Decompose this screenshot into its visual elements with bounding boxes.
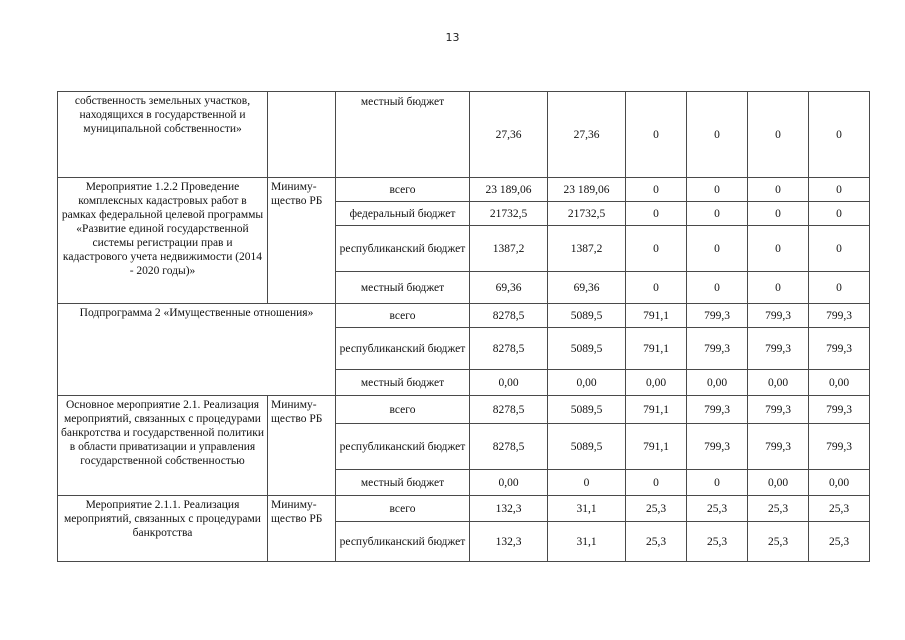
funding-source: республиканский бюджет bbox=[336, 226, 470, 272]
value-cell: 799,3 bbox=[748, 396, 809, 424]
value-cell: 0,00 bbox=[748, 470, 809, 496]
value-cell: 0 bbox=[687, 92, 748, 178]
value-cell: 132,3 bbox=[470, 522, 548, 562]
value-cell: 0 bbox=[809, 92, 870, 178]
value-cell: 0 bbox=[748, 202, 809, 226]
funding-source: всего bbox=[336, 496, 470, 522]
funding-source: республиканский бюджет bbox=[336, 328, 470, 370]
funding-source: всего bbox=[336, 304, 470, 328]
value-cell: 0,00 bbox=[809, 470, 870, 496]
value-cell: 799,3 bbox=[687, 396, 748, 424]
value-cell: 27,36 bbox=[548, 92, 626, 178]
value-cell: 69,36 bbox=[548, 272, 626, 304]
value-cell: 799,3 bbox=[748, 328, 809, 370]
value-cell: 0 bbox=[809, 272, 870, 304]
value-cell: 791,1 bbox=[626, 396, 687, 424]
value-cell: 0 bbox=[687, 178, 748, 202]
value-cell: 799,3 bbox=[748, 424, 809, 470]
row-description: Основное мероприятие 2.1. Реализация мероприятий, связанных с процедурами банкротства и государственной политики в области приватизации и управления государственной собственностью bbox=[58, 396, 268, 496]
row-executor: Миниму-щество РБ bbox=[268, 496, 336, 562]
value-cell: 0,00 bbox=[687, 370, 748, 396]
funding-source: местный бюджет bbox=[336, 370, 470, 396]
table-row bbox=[58, 178, 870, 202]
value-cell: 69,36 bbox=[470, 272, 548, 304]
value-cell: 8278,5 bbox=[470, 424, 548, 470]
value-cell: 25,3 bbox=[748, 522, 809, 562]
value-cell: 8278,5 bbox=[470, 328, 548, 370]
value-cell: 799,3 bbox=[809, 396, 870, 424]
row-executor bbox=[268, 92, 336, 178]
value-cell: 0 bbox=[809, 178, 870, 202]
value-cell: 5089,5 bbox=[548, 424, 626, 470]
value-cell: 23 189,06 bbox=[470, 178, 548, 202]
value-cell: 0 bbox=[626, 178, 687, 202]
value-cell: 5089,5 bbox=[548, 328, 626, 370]
funding-source: местный бюджет bbox=[336, 92, 470, 178]
funding-source: федеральный бюджет bbox=[336, 202, 470, 226]
value-cell: 791,1 bbox=[626, 424, 687, 470]
value-cell: 27,36 bbox=[470, 92, 548, 178]
value-cell: 791,1 bbox=[626, 304, 687, 328]
value-cell: 23 189,06 bbox=[548, 178, 626, 202]
value-cell: 799,3 bbox=[687, 304, 748, 328]
value-cell: 8278,5 bbox=[470, 396, 548, 424]
funding-source: всего bbox=[336, 178, 470, 202]
value-cell: 25,3 bbox=[748, 496, 809, 522]
value-cell: 31,1 bbox=[548, 496, 626, 522]
value-cell: 0,00 bbox=[470, 470, 548, 496]
value-cell: 8278,5 bbox=[470, 304, 548, 328]
value-cell: 21732,5 bbox=[470, 202, 548, 226]
row-description: собственность земельных участков, находящихся в государственной и муниципальной собственности» bbox=[58, 92, 268, 178]
value-cell: 5089,5 bbox=[548, 396, 626, 424]
funding-source: местный бюджет bbox=[336, 272, 470, 304]
row-description: Мероприятие 1.2.2 Проведение комплексных кадастровых работ в рамках федеральной целевой программы «Развитие единой государственной системы регистрации прав и кадастрового учета недвижимости (2014 - 2020 годы)» bbox=[58, 178, 268, 304]
value-cell: 25,3 bbox=[687, 496, 748, 522]
value-cell: 0 bbox=[809, 226, 870, 272]
value-cell: 0 bbox=[687, 202, 748, 226]
value-cell: 799,3 bbox=[687, 424, 748, 470]
value-cell: 0,00 bbox=[548, 370, 626, 396]
value-cell: 0 bbox=[626, 202, 687, 226]
value-cell: 1387,2 bbox=[548, 226, 626, 272]
table-row bbox=[58, 496, 870, 522]
value-cell: 0 bbox=[687, 272, 748, 304]
value-cell: 0 bbox=[748, 92, 809, 178]
value-cell: 791,1 bbox=[626, 328, 687, 370]
funding-source: всего bbox=[336, 396, 470, 424]
value-cell: 0 bbox=[626, 470, 687, 496]
value-cell: 799,3 bbox=[809, 304, 870, 328]
value-cell: 1387,2 bbox=[470, 226, 548, 272]
value-cell: 21732,5 bbox=[548, 202, 626, 226]
table-row bbox=[58, 304, 870, 328]
funding-source: республиканский бюджет bbox=[336, 522, 470, 562]
value-cell: 0,00 bbox=[470, 370, 548, 396]
value-cell: 799,3 bbox=[809, 424, 870, 470]
value-cell: 0 bbox=[548, 470, 626, 496]
value-cell: 0 bbox=[809, 202, 870, 226]
value-cell: 0 bbox=[748, 178, 809, 202]
value-cell: 0,00 bbox=[748, 370, 809, 396]
value-cell: 0 bbox=[748, 226, 809, 272]
value-cell: 25,3 bbox=[809, 522, 870, 562]
value-cell: 31,1 bbox=[548, 522, 626, 562]
funding-source: республиканский бюджет bbox=[336, 424, 470, 470]
value-cell: 799,3 bbox=[748, 304, 809, 328]
value-cell: 0,00 bbox=[809, 370, 870, 396]
row-executor: Миниму-щество РБ bbox=[268, 396, 336, 496]
value-cell: 799,3 bbox=[687, 328, 748, 370]
page-number: 13 bbox=[445, 31, 460, 44]
table-row bbox=[58, 396, 870, 424]
budget-table bbox=[57, 91, 870, 562]
value-cell: 132,3 bbox=[470, 496, 548, 522]
value-cell: 0 bbox=[626, 226, 687, 272]
value-cell: 0 bbox=[687, 226, 748, 272]
table-row bbox=[58, 92, 870, 178]
value-cell: 799,3 bbox=[809, 328, 870, 370]
value-cell: 25,3 bbox=[626, 522, 687, 562]
value-cell: 5089,5 bbox=[548, 304, 626, 328]
row-description: Подпрограмма 2 «Имущественные отношения» bbox=[58, 304, 336, 396]
row-description: Мероприятие 2.1.1. Реализация мероприятий, связанных с процедурами банкротства bbox=[58, 496, 268, 562]
value-cell: 25,3 bbox=[687, 522, 748, 562]
row-executor: Миниму-щество РБ bbox=[268, 178, 336, 304]
value-cell: 25,3 bbox=[809, 496, 870, 522]
value-cell: 0 bbox=[626, 272, 687, 304]
value-cell: 0 bbox=[626, 92, 687, 178]
value-cell: 25,3 bbox=[626, 496, 687, 522]
value-cell: 0,00 bbox=[626, 370, 687, 396]
value-cell: 0 bbox=[748, 272, 809, 304]
value-cell: 0 bbox=[687, 470, 748, 496]
funding-source: местный бюджет bbox=[336, 470, 470, 496]
